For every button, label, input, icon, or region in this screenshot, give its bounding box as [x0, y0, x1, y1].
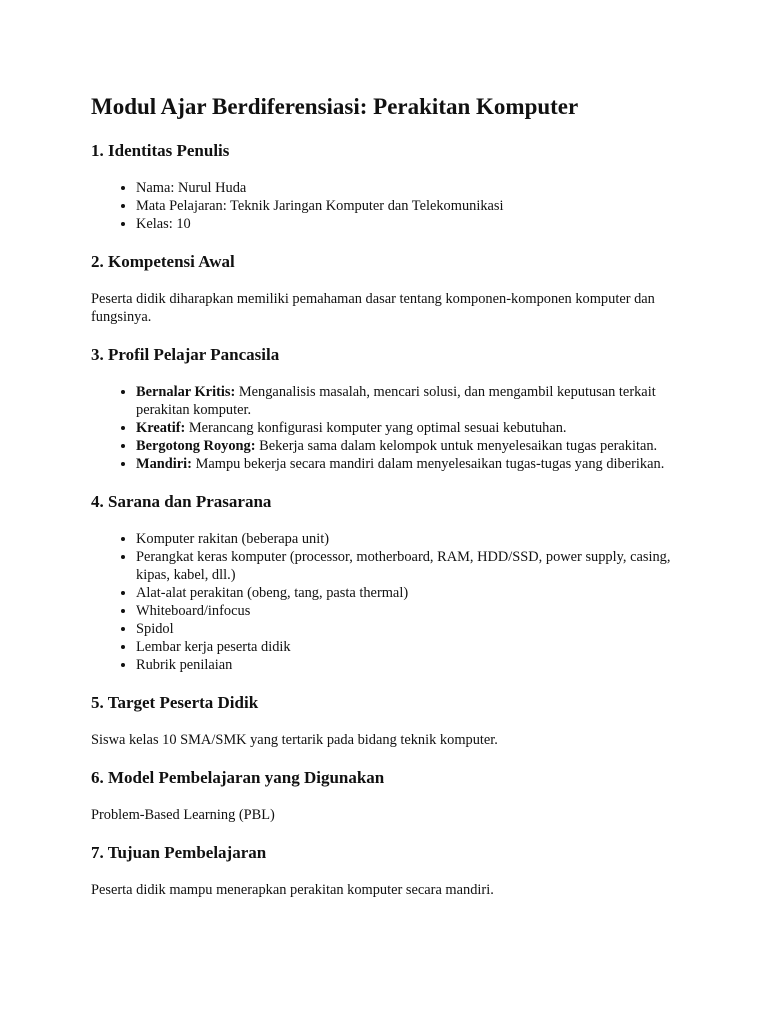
- section-kompetensi: [91, 251, 681, 326]
- profil-list: [91, 383, 681, 473]
- profil-term: Bernalar Kritis:: [136, 384, 236, 400]
- list-item: • Perangkat keras komputer (processor, motherboard, RAM, HDD/SSD, power supply, casing, kipas, kabel, dll.): [136, 548, 681, 584]
- list-item: • Whiteboard/infocus: [136, 602, 681, 620]
- profil-desc: Menganalisis masalah, mencari solusi, dan mengambil keputusan terkait perakitan komputer.: [136, 384, 656, 418]
- list-item: • Lembar kerja peserta didik: [136, 638, 681, 656]
- section-heading-model: 6. Model Pembelajaran yang Digunakan: [91, 768, 385, 787]
- profil-desc: Merancang konfigurasi komputer yang optimal sesuai kebutuhan.: [185, 420, 567, 436]
- sarana-list: [91, 530, 681, 674]
- section-heading-kompetensi: 2. Kompetensi Awal: [91, 252, 235, 271]
- profil-term: Mandiri:: [136, 456, 192, 472]
- section-heading-tujuan: 7. Tujuan Pembelajaran: [91, 843, 267, 862]
- list-item: • Alat-alat perakitan (obeng, tang, pasta thermal): [136, 584, 681, 602]
- target-text: Siswa kelas 10 SMA/SMK yang tertarik pada bidang teknik komputer.: [91, 732, 498, 748]
- section-heading-profil: 3. Profil Pelajar Pancasila: [91, 345, 280, 364]
- kompetensi-text: Peserta didik diharapkan memiliki pemahaman dasar tentang komponen-komponen komputer dan fungsinya.: [91, 291, 655, 325]
- section-identitas: [91, 140, 681, 233]
- document-title: Modul Ajar Berdiferensiasi: Perakitan Komputer: [91, 94, 579, 119]
- list-item: [136, 437, 681, 455]
- list-item: • Komputer rakitan (beberapa unit): [136, 530, 681, 548]
- profil-desc: Bekerja sama dalam kelompok untuk menyelesaikan tugas perakitan.: [255, 438, 658, 454]
- document-page: [91, 93, 681, 917]
- model-text: Problem-Based Learning (PBL): [91, 807, 275, 823]
- list-item: • Rubrik penilaian: [136, 656, 681, 674]
- profil-term: Kreatif:: [136, 420, 186, 436]
- list-item: • Mata Pelajaran: Teknik Jaringan Komputer dan Telekomunikasi: [136, 197, 681, 215]
- section-heading-target: 5. Target Peserta Didik: [91, 693, 259, 712]
- section-target: [91, 692, 681, 749]
- list-item: • Spidol: [136, 620, 681, 638]
- section-profil: [91, 344, 681, 473]
- list-item: [136, 455, 681, 473]
- list-item: • Nama: Nurul Huda: [136, 179, 681, 197]
- section-sarana: [91, 491, 681, 674]
- identitas-list: [91, 179, 681, 233]
- section-tujuan: [91, 842, 681, 899]
- section-heading-sarana: 4. Sarana dan Prasarana: [91, 492, 272, 511]
- section-heading-identitas: 1. Identitas Penulis: [91, 141, 230, 160]
- section-model: [91, 767, 681, 824]
- list-item: [136, 383, 681, 419]
- list-item: [136, 419, 681, 437]
- profil-desc: Mampu bekerja secara mandiri dalam menyelesaikan tugas-tugas yang diberikan.: [191, 456, 665, 472]
- tujuan-text: Peserta didik mampu menerapkan perakitan komputer secara mandiri.: [91, 882, 494, 898]
- profil-term: Bergotong Royong:: [136, 438, 256, 454]
- list-item: • Kelas: 10: [136, 215, 681, 233]
